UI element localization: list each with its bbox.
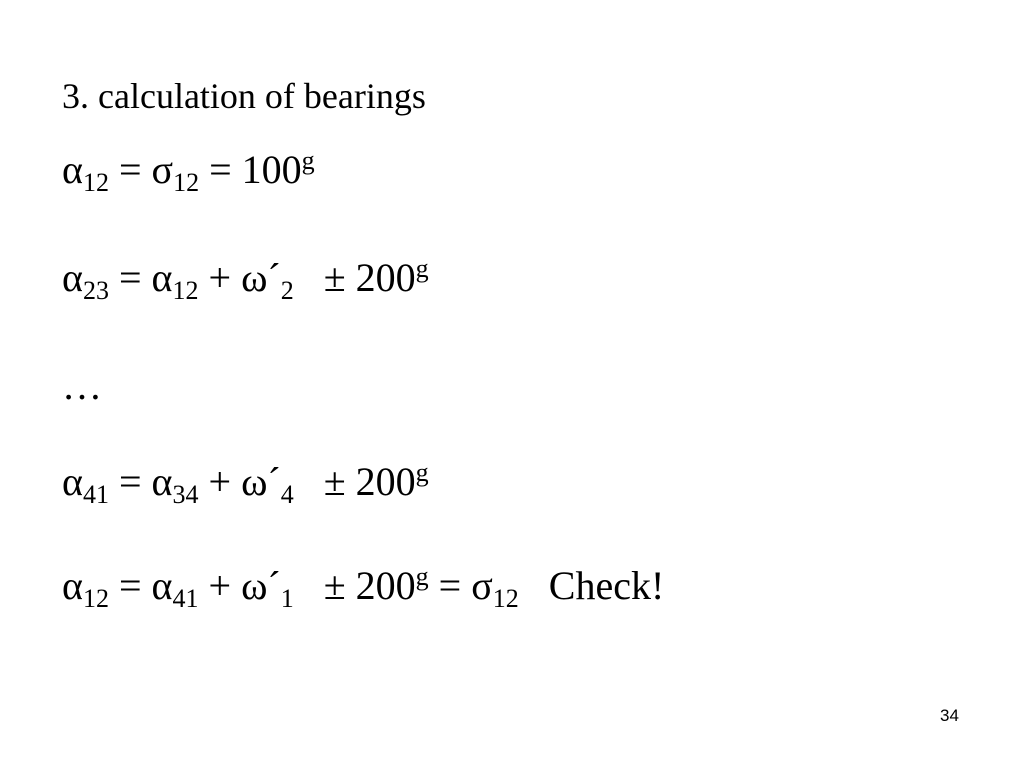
page-number: 34 <box>940 706 959 725</box>
sigma-symbol: σ <box>471 563 493 608</box>
alpha-symbol: α <box>62 147 83 192</box>
grad-unit: g <box>301 146 315 175</box>
grad-unit: g <box>415 458 429 487</box>
alpha-symbol: α <box>62 255 83 300</box>
check-note: Check! <box>548 563 665 608</box>
subscript: 1 <box>280 584 294 613</box>
ellipsis-line <box>62 362 102 410</box>
subscript: 12 <box>82 584 109 613</box>
subscript: 2 <box>280 276 294 305</box>
alpha-symbol: α <box>151 255 173 300</box>
formula-line-5 <box>62 562 665 613</box>
value: 100 <box>241 147 302 192</box>
grad-unit: g <box>415 562 429 591</box>
formula-line-4 <box>62 458 429 509</box>
slide-title: 3. calculation of bearings <box>62 76 426 116</box>
subscript: 34 <box>172 480 199 509</box>
subscript: 23 <box>82 276 109 305</box>
equals-sign: = <box>118 459 142 504</box>
alpha-symbol: α <box>62 563 83 608</box>
plus-minus-sign: ± <box>323 563 346 608</box>
plus-sign: + <box>208 459 232 504</box>
value: 200 <box>355 459 416 504</box>
subscript: 12 <box>173 168 200 197</box>
omega-symbol: ω´ <box>241 459 281 504</box>
formula-line-1 <box>62 146 315 197</box>
value: 200 <box>355 255 416 300</box>
formula-line-2 <box>62 254 429 305</box>
sigma-symbol: σ <box>151 147 174 192</box>
omega-symbol: ω´ <box>241 255 281 300</box>
ellipsis: … <box>62 363 102 408</box>
alpha-symbol: α <box>62 459 83 504</box>
plus-sign: + <box>208 255 232 300</box>
subscript: 41 <box>172 584 199 613</box>
equals-sign: = <box>438 563 462 608</box>
subscript: 41 <box>82 480 109 509</box>
subscript: 12 <box>492 584 519 613</box>
plus-minus-sign: ± <box>323 459 346 504</box>
equals-sign: = <box>118 563 142 608</box>
alpha-symbol: α <box>151 563 173 608</box>
plus-minus-sign: ± <box>323 255 346 300</box>
value: 200 <box>355 563 416 608</box>
equals-sign: = <box>209 147 232 192</box>
omega-symbol: ω´ <box>241 563 281 608</box>
grad-unit: g <box>415 254 429 283</box>
equals-sign: = <box>118 147 142 192</box>
subscript: 12 <box>172 276 199 305</box>
subscript: 4 <box>280 480 294 509</box>
plus-sign: + <box>208 563 232 608</box>
equals-sign: = <box>118 255 142 300</box>
alpha-symbol: α <box>151 459 173 504</box>
subscript: 12 <box>82 168 109 197</box>
